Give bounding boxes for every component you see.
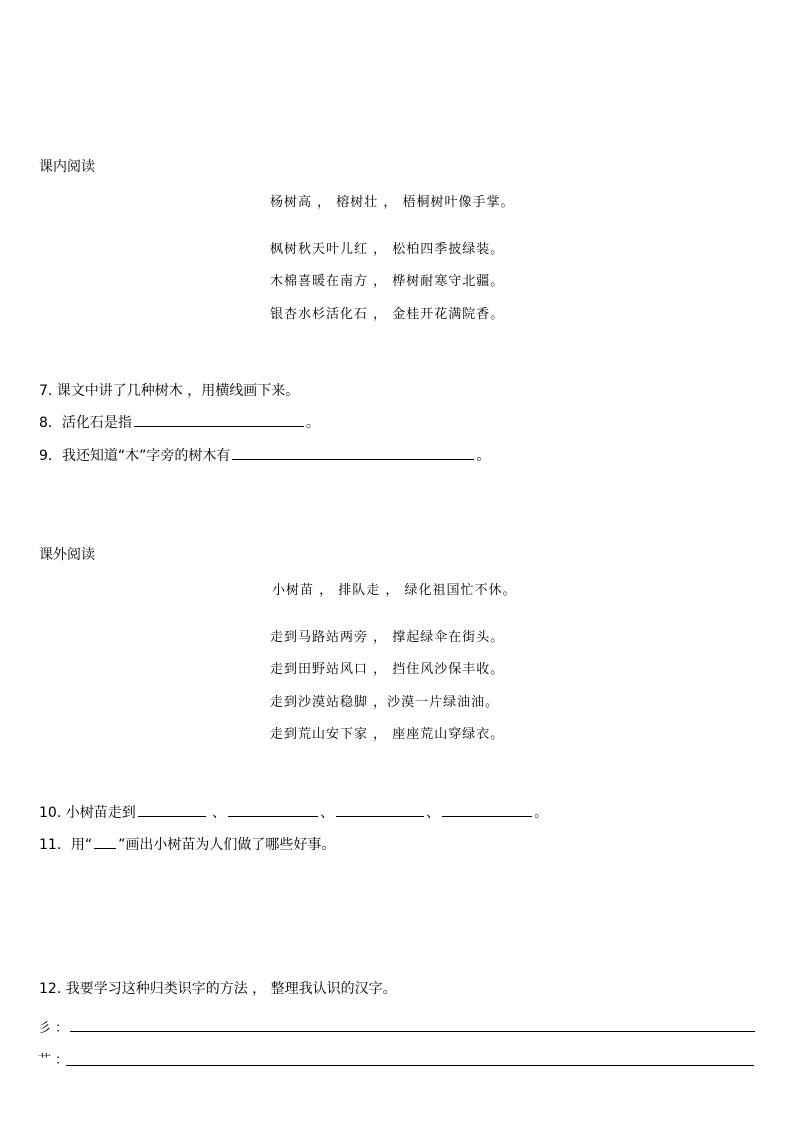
poem-line: 走到荒山安下家 ， 座座荒山穿绿衣。 bbox=[270, 727, 505, 742]
poem-line: 走到田野站风口 ， 挡住风沙保丰收。 bbox=[270, 662, 505, 677]
underline-sample bbox=[94, 834, 116, 849]
answer-blank-9[interactable] bbox=[232, 445, 474, 460]
radical-label-shan: 彡 ： bbox=[38, 1021, 69, 1036]
radical-label-cao: 艹 ： bbox=[38, 1053, 69, 1068]
question-9-end: 。 bbox=[476, 448, 491, 464]
question-11-text-b: ”画出小树苗为人们做了哪些好事。 bbox=[118, 837, 336, 853]
question-10 bbox=[39, 802, 548, 822]
answer-line-shan[interactable] bbox=[70, 1031, 755, 1032]
poem-line: 走到马路站两旁 ， 撑起绿伞在街头。 bbox=[270, 630, 505, 645]
answer-blank-10c[interactable] bbox=[336, 802, 424, 817]
section-title-in-class-reading: 课内阅读 bbox=[39, 159, 95, 175]
poem-line: 银杏水杉活化石 ， 金桂开花满院香。 bbox=[270, 307, 505, 322]
poem-line: 木棉喜暖在南方 ， 桦树耐寒守北疆。 bbox=[270, 274, 505, 289]
question-10-end: 。 bbox=[534, 805, 549, 821]
answer-blank-10b[interactable] bbox=[228, 802, 318, 817]
separator: 、 bbox=[320, 805, 335, 821]
question-9 bbox=[39, 445, 490, 465]
question-8-end: 。 bbox=[305, 415, 320, 431]
answer-line-cao[interactable] bbox=[66, 1065, 754, 1066]
question-11 bbox=[39, 834, 335, 854]
separator: 、 bbox=[212, 805, 227, 821]
question-11-text-a: 11．用“ bbox=[39, 837, 93, 853]
question-8-text: 8．活化石是指 bbox=[39, 415, 132, 431]
poem-line: 杨树高 ， 榕树壮 ， 梧桐树叶像手掌。 bbox=[270, 195, 515, 210]
question-7: 7. 课文中讲了几种树木 ，用横线画下来。 bbox=[39, 383, 300, 399]
question-12: 12. 我要学习这种归类识字的方法 ， 整理我认识的汉字。 bbox=[39, 981, 397, 997]
answer-blank-10a[interactable] bbox=[138, 802, 206, 817]
answer-blank-10d[interactable] bbox=[442, 802, 532, 817]
poem-line: 小树苗 ， 排队走 ， 绿化祖国忙不休。 bbox=[272, 583, 517, 598]
answer-blank-8[interactable] bbox=[134, 412, 304, 427]
poem-line: 枫树秋天叶儿红 ， 松柏四季披绿装。 bbox=[270, 242, 505, 257]
question-10-text: 10. 小树苗走到 bbox=[39, 805, 136, 821]
question-9-text: 9．我还知道“木”字旁的树木有 bbox=[39, 448, 231, 464]
question-8 bbox=[39, 412, 320, 432]
poem-line: 走到沙漠站稳脚 ，沙漠一片绿油油。 bbox=[270, 695, 500, 710]
section-title-extracurricular-reading: 课外阅读 bbox=[39, 547, 95, 563]
separator: 、 bbox=[426, 805, 441, 821]
